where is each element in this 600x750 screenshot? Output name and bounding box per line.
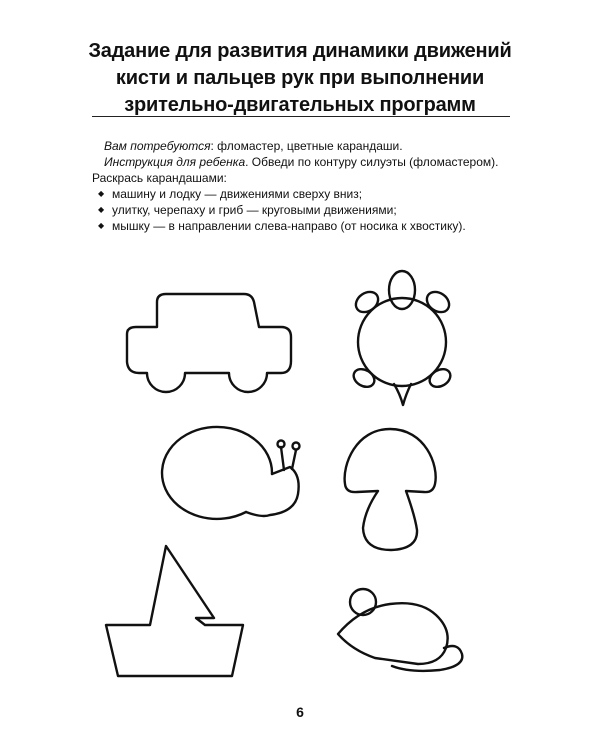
bullet-icon: ◆ [98,205,105,214]
page-number: 6 [296,704,304,720]
turtle-silhouette [350,271,453,405]
bullet-text: улитку, черепаху и гриб — круговыми движениями; [112,203,397,217]
title-line-1: Задание для развития динамики движений [88,40,512,62]
title-line-3: зрительно-двигательных программ [124,94,476,116]
materials-label: Вам потребуются [104,139,211,153]
title-line-2: кисти и пальцев рук при выполнении [115,67,485,89]
instruction-text: . Обведи по контуру силуэты (фломастером). [245,155,499,169]
boat-silhouette [106,546,243,676]
bullet-text: машину и лодку — движениями сверху вниз; [112,187,363,201]
bullet-text: мышку — в направлении слева-направо (от носика к хвостику). [112,219,466,233]
car-silhouette [127,294,291,392]
bullet-icon: ◆ [98,221,105,230]
mushroom-silhouette [345,429,436,550]
snail-silhouette [162,427,299,519]
materials-text: : фломастер, цветные карандаши. [210,139,403,153]
mouse-silhouette [338,589,462,671]
coloring-intro: Раскрась карандашами: [92,171,227,185]
instruction-label: Инструкция для ребенка [104,155,246,169]
bullet-icon: ◆ [98,189,105,198]
